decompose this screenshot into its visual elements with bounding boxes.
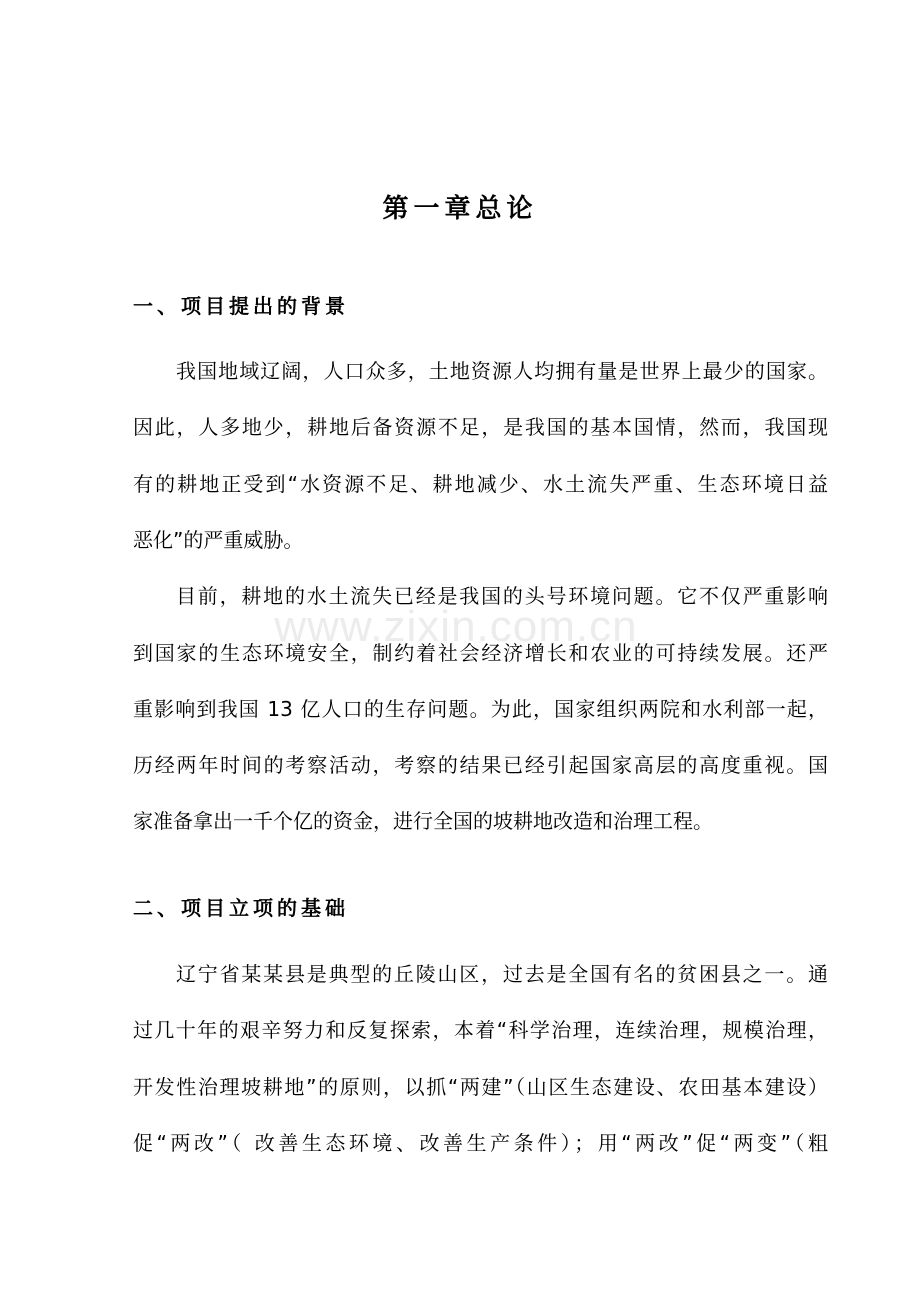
- paragraph-line: 促“两改”（ 改善生态环境、改善生产条件）；用“两改”促“两变”（粗: [133, 1131, 828, 1155]
- paragraph-line: 恶化”的严重威胁。: [133, 528, 304, 552]
- chapter-title: 第一章总论: [382, 194, 538, 224]
- paragraph-line: 家准备拿出一千个亿的资金，进行全国的坡耕地改造和治理工程。: [133, 809, 713, 833]
- paragraph-line: 到国家的生态环境安全，制约着社会经济增长和农业的可持续发展。还严: [133, 641, 828, 665]
- paragraph-line: 我国地域辽阔，人口众多，土地资源人均拥有量是世界上最少的国家。: [176, 359, 828, 383]
- paragraph-line: 因此，人多地少，耕地后备资源不足，是我国的基本国情，然而，我国现: [133, 415, 828, 439]
- section-heading-basis: 二、项目立项的基础: [133, 896, 349, 920]
- paragraph-line: 有的耕地正受到“水资源不足、耕地减少、水土流失严重、生态环境日益: [133, 472, 828, 496]
- paragraph-line: 过几十年的艰辛努力和反复探索，本着“科学治理，连续治理，规模治理，: [133, 1018, 828, 1042]
- paragraph-line: 开发性治理坡耕地”的原则，以抓“两建”（山区生态建设、农田基本建设）: [133, 1075, 828, 1099]
- paragraph-line: 辽宁省某某县是典型的丘陵山区，过去是全国有名的贫困县之一。通: [176, 962, 828, 986]
- paragraph-line: 目前，耕地的水土流失已经是我国的头号环境问题。它不仅严重影响: [176, 584, 828, 608]
- paragraph-line: 历经两年时间的考察活动，考察的结果已经引起国家高层的高度重视。国: [133, 753, 828, 777]
- paragraph-line: 重影响到我国 13 亿人口的生存问题。为此，国家组织两院和水利部一起，: [133, 697, 828, 721]
- section-heading-background: 一、项目提出的背景: [133, 294, 349, 318]
- watermark: www.zixin.com.cn: [274, 602, 638, 651]
